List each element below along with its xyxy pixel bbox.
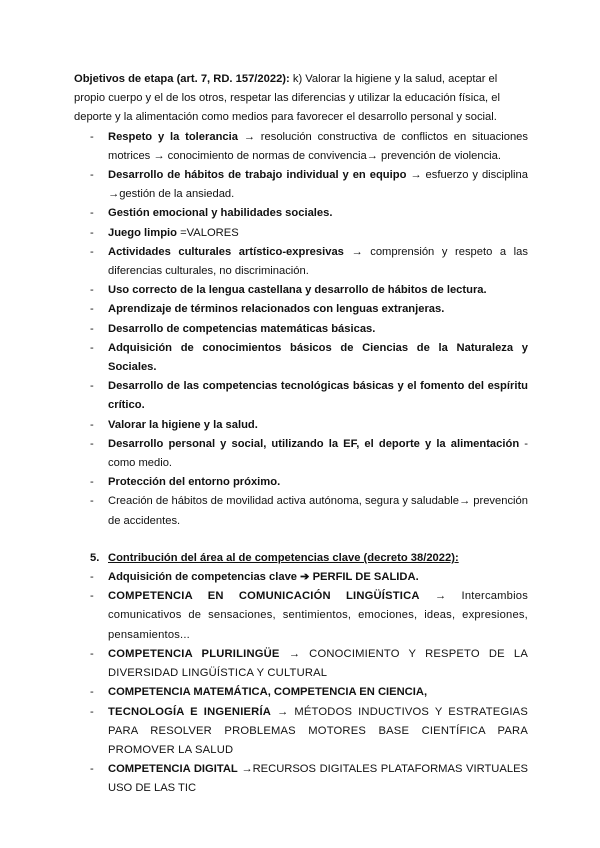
- item-bold: COMPETENCIA PLURILINGÜE: [108, 647, 280, 660]
- bullet-dash: -: [90, 418, 94, 431]
- bullet-dash: -: [90, 571, 94, 584]
- item-text: → MÉTODOS INDUCTIVOS Y ESTRATEGIAS PARA RESOLVER PROBLEMAS MOTORES BASE CIENTÍFICA PARA PROMOVER LA SALUD: [108, 705, 528, 756]
- item-bold: Uso correcto de la lengua castellana y desarrollo de hábitos de lectura.: [108, 284, 487, 297]
- item-bold: COMPETENCIA MATEMÁTICA, COMPETENCIA EN CIENCIA,: [108, 686, 428, 699]
- section-number: 5.: [90, 551, 100, 564]
- list-item: [74, 703, 528, 761]
- bullet-dash: -: [90, 169, 94, 182]
- list-item: [74, 587, 528, 645]
- intro-heading: Objetivos de etapa (art. 7, RD. 157/2022):: [74, 73, 290, 85]
- bullet-dash: -: [90, 495, 94, 508]
- item-bold: Desarrollo de competencias matemáticas básicas.: [108, 322, 376, 335]
- item-bold: Aprendizaje de términos relacionados con lenguas extranjeras.: [108, 303, 445, 316]
- list-item: [74, 435, 528, 473]
- item-text: Creación de hábitos de movilidad activa autónoma, segura y saludable→ prevención de accidentes.: [108, 495, 528, 527]
- item-bold: Adquisición de competencias clave ➔ PERFIL DE SALIDA.: [108, 571, 419, 584]
- list-item: [74, 760, 528, 798]
- list-item: [74, 377, 528, 415]
- list-item: [74, 645, 528, 683]
- list-item: [74, 243, 528, 281]
- bullet-dash: -: [90, 686, 94, 699]
- list-item: [74, 320, 528, 339]
- bullet-dash: -: [90, 322, 94, 335]
- list-item: [74, 300, 528, 319]
- item-text: → resolución constructiva de conflictos en situaciones motrices → conocimiento de normas de convivencia→ prevención de violencia.: [108, 130, 528, 162]
- competences-list: [74, 568, 528, 798]
- list-item: [74, 224, 528, 243]
- list-item: [74, 568, 528, 587]
- item-text: → CONOCIMIENTO Y RESPETO DE LA DIVERSIDAD LINGÜÍSTICA Y CULTURAL: [108, 647, 528, 680]
- list-item: [74, 281, 528, 300]
- document-page: [74, 70, 528, 799]
- list-item: [74, 416, 528, 435]
- bullet-dash: -: [90, 226, 94, 239]
- list-item: [74, 128, 528, 166]
- list-item: [74, 204, 528, 223]
- item-bold: Desarrollo de hábitos de trabajo individual y en equipo: [108, 169, 407, 182]
- item-bold: Adquisición de conocimientos básicos de Ciencias de la Naturaleza y Sociales.: [108, 341, 528, 374]
- item-bold: Actividades culturales artístico-expresivas: [108, 245, 344, 258]
- bullet-dash: -: [90, 207, 94, 220]
- bullet-dash: -: [90, 380, 94, 393]
- item-bold: Valorar la higiene y la salud.: [108, 418, 258, 431]
- bullet-dash: -: [90, 245, 94, 258]
- bullet-dash: -: [90, 647, 94, 660]
- bullet-dash: -: [90, 284, 94, 297]
- objectives-list: [74, 128, 528, 531]
- item-text: → esfuerzo y disciplina →gestión de la ansiedad.: [108, 169, 528, 201]
- item-bold: Desarrollo personal y social, utilizando la EF, el deporte y la alimentación: [108, 437, 520, 450]
- bullet-dash: -: [90, 130, 94, 143]
- item-bold: Juego limpio: [108, 226, 177, 239]
- bullet-dash: -: [90, 303, 94, 316]
- intro-paragraph: [74, 70, 528, 128]
- section-title-text: Contribución del área al de competencias clave (decreto 38/2022):: [108, 551, 459, 564]
- bullet-dash: -: [90, 341, 94, 354]
- section-heading: [74, 549, 528, 568]
- list-item: [74, 166, 528, 204]
- bullet-dash: -: [90, 705, 94, 718]
- item-text: →RECURSOS DIGITALES PLATAFORMAS VIRTUALES USO DE LAS TIC: [108, 763, 528, 795]
- bullet-dash: -: [90, 437, 94, 450]
- list-item: [74, 339, 528, 377]
- item-text: → comprensión y respeto a las diferencias culturales, no discriminación.: [108, 245, 528, 278]
- item-bold: Respeto y la tolerancia: [108, 130, 238, 143]
- intro-text: k) Valorar la higiene y la salud, aceptar el propio cuerpo y el de los otros, respetar las diferencias y utilizar la educación física, el deporte y la alimentación como medios para favorecer el desarrollo personal y social.: [74, 73, 500, 124]
- item-bold: Gestión emocional y habilidades sociales.: [108, 207, 333, 220]
- item-bold: Desarrollo de las competencias tecnológicas básicas y el fomento del espíritu crítico.: [108, 380, 528, 412]
- bullet-dash: -: [90, 476, 94, 489]
- list-item: [74, 492, 528, 530]
- list-item: [74, 683, 528, 702]
- item-text: - como medio.: [108, 437, 528, 470]
- item-bold: COMPETENCIA DIGITAL: [108, 763, 238, 776]
- bullet-dash: -: [90, 590, 94, 603]
- item-bold: COMPETENCIA EN COMUNICACIÓN LINGÜÍSTICA: [108, 590, 420, 603]
- bullet-dash: -: [90, 763, 94, 776]
- item-bold: Protección del entorno próximo.: [108, 476, 281, 489]
- list-item: [74, 473, 528, 492]
- item-text: =VALORES: [177, 226, 239, 239]
- item-bold: TECNOLOGÍA E INGENIERÍA: [108, 705, 272, 718]
- item-text: → Intercambios comunicativos de sensaciones, sentimientos, emociones, ideas, expresiones, pensamientos...: [108, 590, 528, 641]
